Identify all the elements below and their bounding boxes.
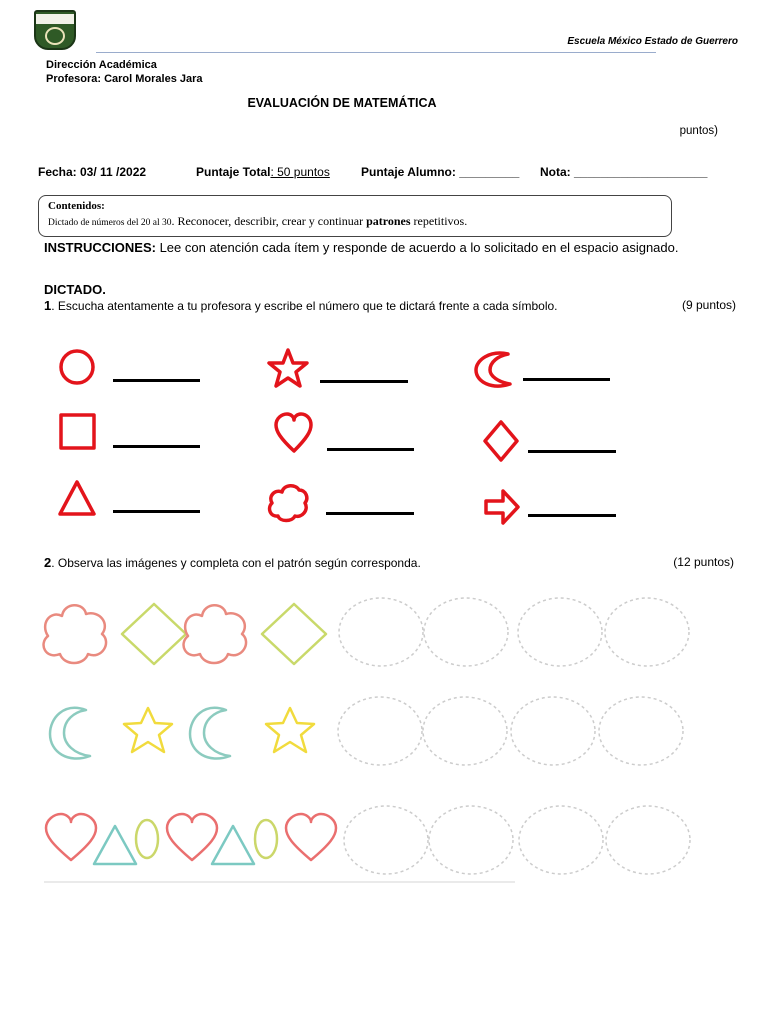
question2-points: (12 puntos) (673, 555, 734, 569)
puntaje-total-value: : 50 puntos (270, 165, 330, 179)
q1-symbols (0, 330, 768, 530)
question1 (44, 298, 558, 313)
empty-slot (424, 598, 508, 666)
star-icon (269, 350, 307, 386)
diamond-icon (122, 604, 186, 664)
empty-slot (511, 697, 595, 765)
diamond-icon (485, 422, 517, 460)
profesora: Profesora: Carol Morales Jara (46, 73, 203, 85)
contenidos-bold: patrones (366, 214, 411, 228)
question2 (44, 555, 421, 570)
logo-emblem-icon (45, 27, 65, 45)
empty-slot (338, 697, 422, 765)
header-divider (96, 52, 656, 53)
contenidos-before: . Reconocer, describir, crear y continuar (171, 214, 367, 228)
question1-text: . Escucha atentamente a tu profesora y escribe el número que te dictará frente a cada símbolo. (51, 299, 558, 313)
triangle-icon (60, 482, 94, 514)
empty-slot (339, 598, 423, 666)
q2-patterns (0, 590, 768, 900)
empty-slot (344, 806, 428, 874)
circle-icon (61, 351, 93, 383)
question2-text: . Observa las imágenes y completa con el patrón según corresponda. (51, 556, 421, 570)
answer-line (320, 380, 408, 383)
puntaje-total-label: Puntaje Total (196, 165, 271, 179)
instrucciones-text: Lee con atención cada ítem y responde de acuerdo a lo solicitado en el espacio asignado. (155, 240, 679, 255)
diamond-icon (262, 604, 326, 664)
triangle-icon (212, 826, 254, 864)
empty-slot (605, 598, 689, 666)
heart-icon (167, 814, 217, 860)
school-name: Escuela México Estado de Guerrero (567, 36, 738, 47)
heart-icon (276, 414, 311, 451)
answer-line (326, 512, 414, 515)
star-icon (124, 708, 172, 752)
empty-slot (429, 806, 513, 874)
instrucciones-label: INSTRUCCIONES: (44, 240, 156, 255)
fecha: Fecha: 03/ 11 /2022 (38, 165, 147, 179)
square-icon (61, 415, 94, 448)
puntaje-alumno: Puntaje Alumno: _________ (361, 165, 520, 179)
direccion: Dirección Académica (46, 59, 157, 71)
empty-slot (606, 806, 690, 874)
contenidos-text (48, 214, 467, 229)
answer-line (113, 510, 200, 513)
heart-icon (46, 814, 96, 860)
contenidos-label: Contenidos: (48, 200, 105, 212)
answer-line (528, 514, 616, 517)
heart-icon (286, 814, 336, 860)
empty-slot (599, 697, 683, 765)
moon-icon (50, 708, 90, 759)
arrow-right-icon (486, 491, 518, 523)
school-logo (34, 10, 76, 50)
nota: Nota: ____________________ (540, 165, 708, 179)
question1-points: (9 puntos) (681, 298, 736, 312)
flower-icon (44, 605, 107, 663)
answer-line (113, 445, 200, 448)
instrucciones (44, 240, 744, 255)
puntos-note: puntos) (679, 125, 718, 137)
triangle-icon (94, 826, 136, 864)
empty-slot (519, 806, 603, 874)
answer-line (327, 448, 414, 451)
contenidos-after: repetitivos. (410, 214, 468, 228)
moon-icon (190, 708, 230, 759)
empty-slot (423, 697, 507, 765)
puntaje-total (196, 165, 330, 179)
answer-line (528, 450, 616, 453)
answer-line (113, 379, 200, 382)
contenidos-small: Dictado de números del 20 al 30 (48, 218, 172, 228)
page-title: EVALUACIÓN DE MATEMÁTICA (247, 96, 437, 110)
oval-icon (136, 820, 158, 858)
cloud-icon (270, 486, 307, 521)
answer-line (523, 378, 610, 381)
logo-band (36, 14, 74, 24)
flower-icon (184, 605, 247, 663)
oval-icon (255, 820, 277, 858)
section-title: DICTADO. (44, 282, 106, 297)
question2-number: 2 (44, 555, 52, 570)
empty-slot (518, 598, 602, 666)
question1-number: 1 (44, 298, 52, 313)
star-icon (266, 708, 314, 752)
moon-icon (476, 353, 510, 386)
